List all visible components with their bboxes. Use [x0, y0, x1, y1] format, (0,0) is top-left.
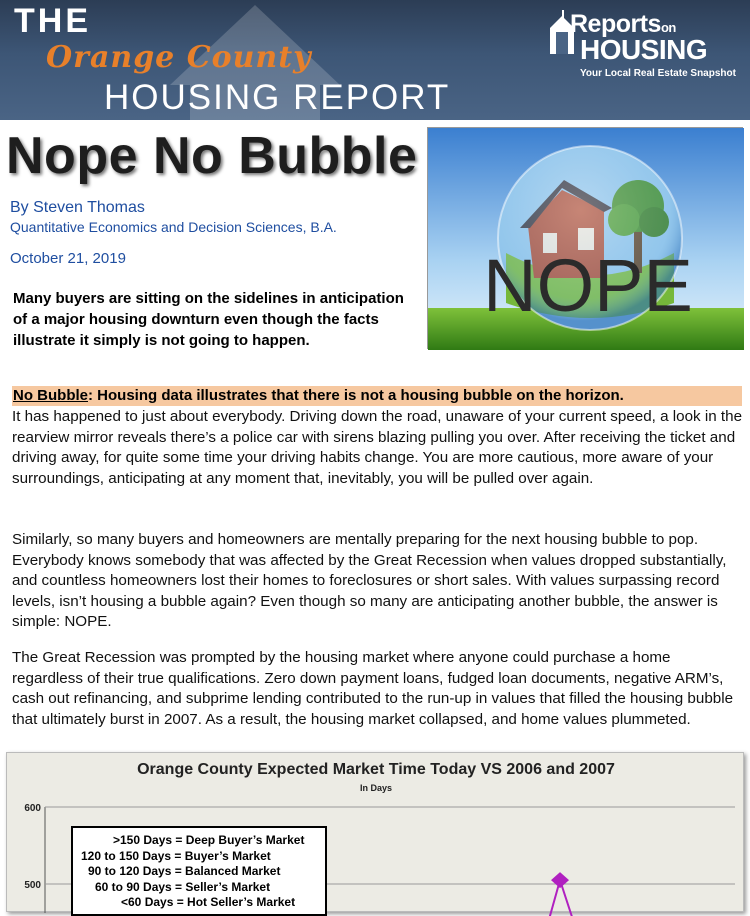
- header-banner: [0, 0, 750, 120]
- market-time-chart: [6, 752, 744, 912]
- legend-line: <60 Days = Hot Seller’s Market: [121, 895, 296, 909]
- article-title: Nope No Bubble: [6, 127, 418, 185]
- logo-tagline: Your Local Real Estate Snapshot: [580, 68, 736, 79]
- banner-county: Orange County: [46, 40, 312, 75]
- chart-subtitle: In Days: [359, 783, 392, 793]
- legend-line: 60 to 90 Days = Seller’s Market: [95, 879, 271, 894]
- banner-housing-report: HOUSING REPORT: [104, 78, 451, 117]
- banner-the: THE: [14, 2, 91, 40]
- article-intro: Many buyers are sitting on the sidelines in anticipation of a major housing downturn even though the facts illustrate it simply is not going to happen.: [13, 290, 404, 349]
- legend-line: >150 Days = Deep Buyer’s Market: [113, 833, 305, 847]
- paragraph-2: Similarly, so many buyers and homeowners are mentally preparing for the next housing bubble to pop. Everybody knows somebody that was affected by the Great Recession when values dropped substantially, and countless homeowners lost their homes to foreclosures or short sales. With values surpassing record levels, isn’t housing a bubble again? Even though so many are anticipating another bubble, the answer is simple: NOPE.: [12, 531, 727, 630]
- article-date: October 21, 2019: [10, 250, 126, 267]
- market-definitions-box: [71, 826, 327, 916]
- paragraph-1: It has happened to just about everybody. Driving down the road, unaware of your current speed, a look in the rearview mirror reveals there’s a police car with sirens blazing pulling you over. After receiving the ticket and driving away, for quite some time your driving habits change. You are more cautious, more aware of your surroundings, anticipating at any moment that, inevitably, you will be pulled over again.: [12, 408, 743, 487]
- chart-title: Orange County Expected Market Time Today VS 2006 and 2007: [137, 761, 615, 778]
- section-heading-label: No Bubble: [13, 387, 88, 404]
- logo-on: on: [660, 20, 676, 35]
- bubble-house-illustration: [428, 128, 744, 350]
- section-heading: [12, 386, 742, 406]
- section-heading-rest: : Housing data illustrates that there is not a housing bubble on the horizon.: [88, 387, 624, 404]
- series-line: [560, 880, 574, 916]
- author-degree: Quantitative Economics and Decision Sciences, B.A.: [10, 219, 337, 235]
- paragraph-3: The Great Recession was prompted by the housing market where anyone could purchase a home regardless of their true qualifications. Zero down payment loans, fudged loan documents, negative ARM’s, cash out refinancing, and subprime lending contributed to the run-up in values that filled the housing bubble that ultimately burst in 2007. As a result, the housing market collapsed, and home values plummeted.: [12, 649, 734, 728]
- bubble-house-photo: [427, 127, 743, 349]
- logo-housing-text: HOUSING: [580, 34, 708, 65]
- logo-reports: Reports: [570, 10, 661, 38]
- photo-nope-text: NOPE: [483, 244, 693, 327]
- author-byline: By Steven Thomas: [10, 199, 145, 216]
- y-tick-label: 500: [24, 880, 41, 891]
- reports-on-housing-logo: [548, 8, 738, 82]
- legend-line: 90 to 120 Days = Balanced Market: [88, 864, 281, 878]
- legend-line: 120 to 150 Days = Buyer’s Market: [81, 848, 271, 863]
- series-line: [548, 880, 560, 916]
- y-tick-label: 600: [24, 803, 41, 814]
